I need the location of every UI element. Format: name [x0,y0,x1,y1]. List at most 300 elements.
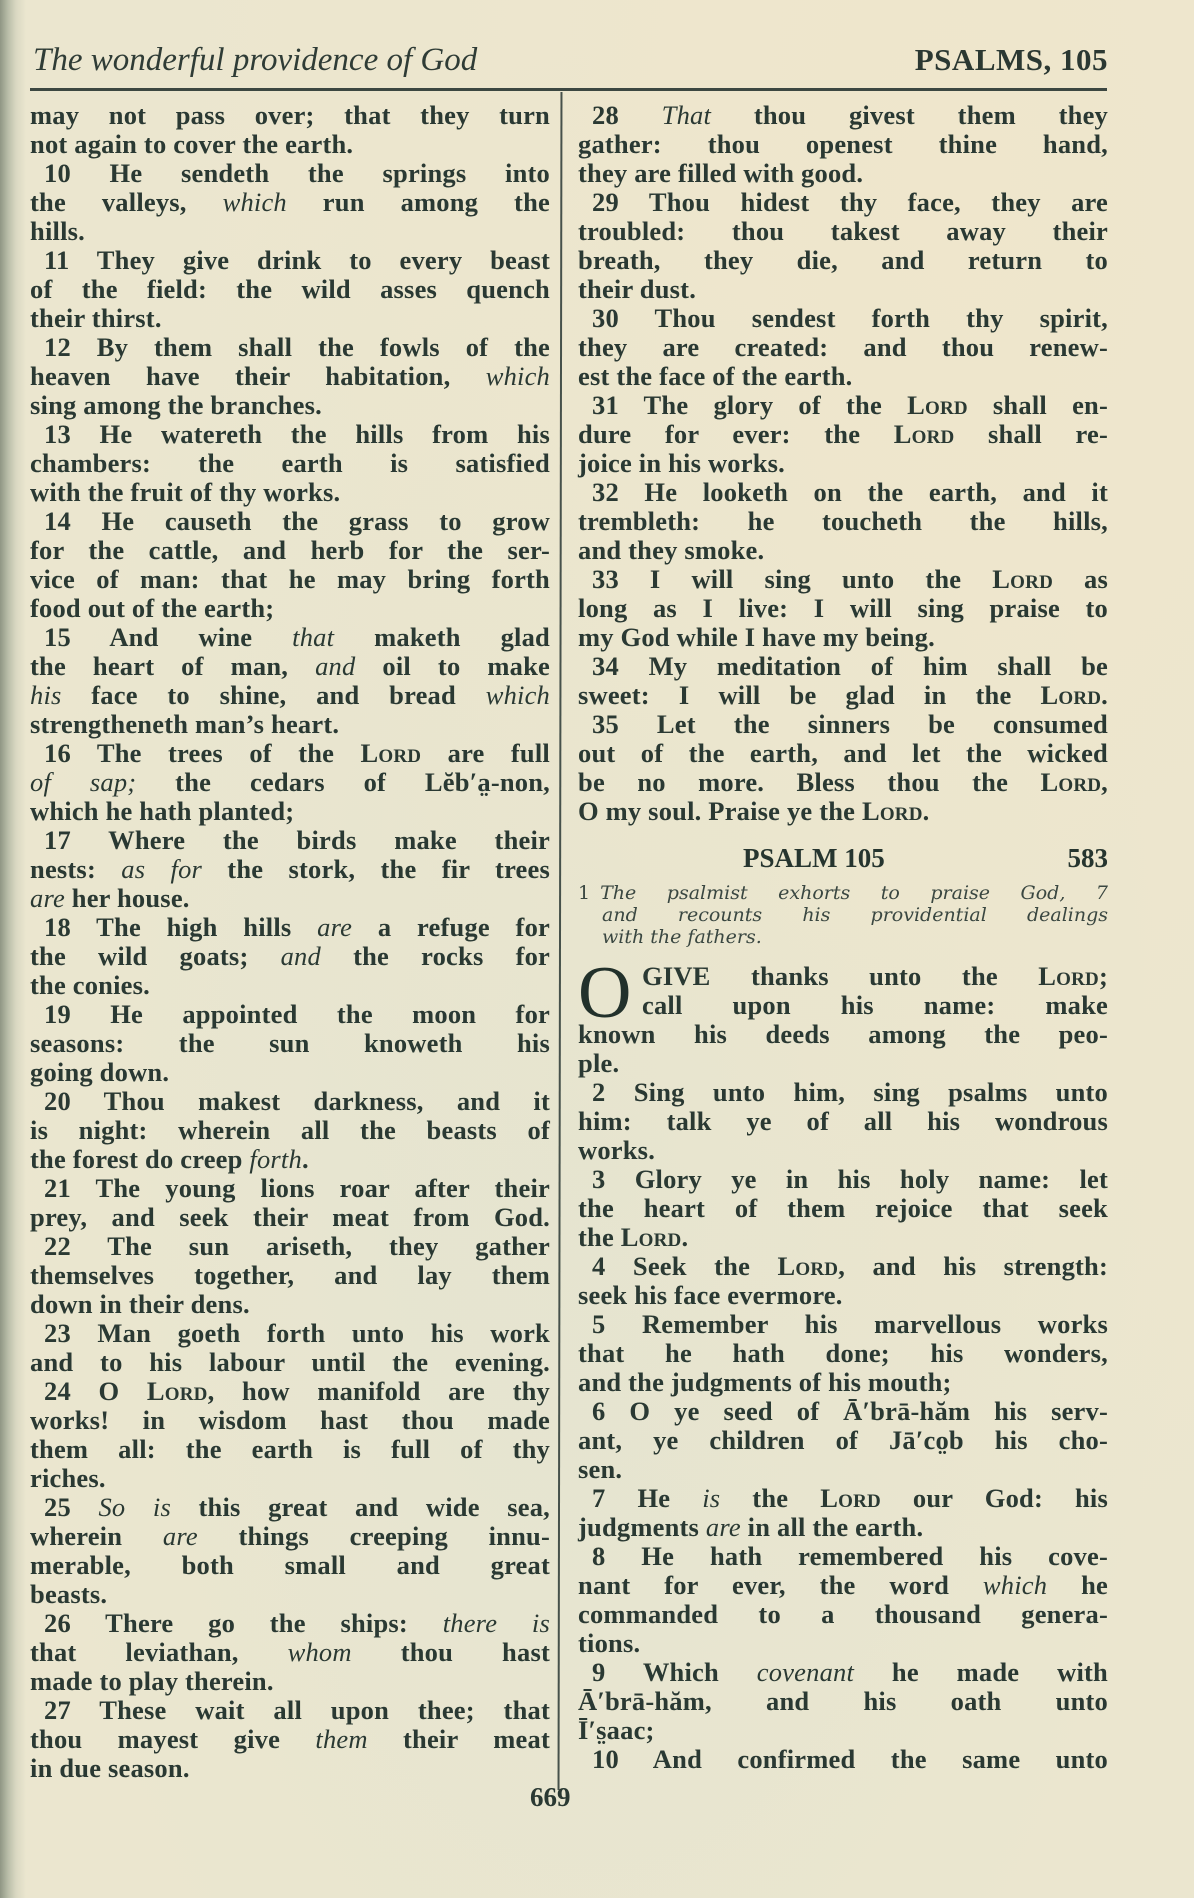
text-line [30,1348,550,1377]
text-run: their thirst. [30,303,162,333]
small-caps-text: Lord [1038,961,1099,991]
text-line [30,1493,550,1522]
text-run: 7 He [592,1483,703,1513]
text-run: ant, ye children of Jā′co̤b his cho- [578,1425,1108,1455]
text-run: 16 The trees of the [44,738,361,768]
text-line [578,1571,1108,1600]
small-caps-text: Lord [907,390,968,420]
text-run: their dust. [578,274,697,304]
text-line [30,1580,550,1609]
text-line [30,159,550,188]
text-line [578,1397,1108,1426]
text-run: and they smoke. [578,535,765,565]
text-line [578,1484,1108,1513]
text-line [30,420,550,449]
text-run: may not pass over; that they turn [30,100,550,130]
text-run: 22 The sun ariseth, they gather [44,1231,550,1261]
text-run: 12 By them shall the fowls of the [44,332,550,362]
text-run: wherein [30,1521,163,1551]
text-run: joice in his works. [578,448,785,478]
text-line [30,1667,550,1696]
text-line [578,1339,1108,1368]
text-line [30,1319,550,1348]
small-caps-text: Lord [620,1222,682,1252]
text-line [30,594,550,623]
text-run: 13 He watereth the hills from his [44,419,550,449]
text-line [578,1310,1108,1339]
text-line [30,362,550,391]
text-line [30,1464,550,1493]
text-run: this great and wide sea, [170,1492,550,1522]
text-line [30,449,550,478]
text-line [30,1696,550,1725]
text-run: 11 They give drink to every beast [44,245,550,275]
text-line [30,1522,550,1551]
text-line [578,1078,1108,1107]
text-run: their meat [367,1724,550,1754]
text-run: 5 Remember his marvellous works [592,1309,1108,1339]
right-column [578,101,1108,1774]
text-line [30,681,550,710]
text-run: . [1101,680,1108,710]
text-run: the forest do creep [30,1144,250,1174]
text-run: tions. [578,1628,641,1658]
running-head-right: PSALMS, 105 [914,42,1108,77]
text-run: 6 O ye seed of Ā′brā-hăm his serv- [592,1396,1108,1426]
text-run: beasts. [30,1579,108,1609]
text-run: . [681,1222,689,1252]
text-run: 35 Let the sinners be consumed [592,709,1108,739]
text-line [30,507,550,536]
italic-text: That [661,100,712,130]
text-line [30,1290,550,1319]
text-line [30,1174,550,1203]
text-line [578,710,1108,739]
text-run: 25 [44,1492,99,1522]
psalm-heading [578,838,1108,882]
text-line [578,797,1108,826]
text-line [30,855,550,884]
text-run: with the fruit of thy works. [30,477,341,507]
italic-text: which [485,680,550,710]
text-line [30,304,550,333]
text-line [578,1600,1108,1629]
text-run: seasons: the sun knoweth his [30,1028,550,1058]
text-run: the [720,1483,821,1513]
text-line [578,304,1108,333]
small-caps-text: Lord [146,1376,208,1406]
text-line [578,1107,1108,1136]
italic-text: is [702,1483,721,1513]
text-run: sing among the branches. [30,390,322,420]
text-line [30,1232,550,1261]
text-line [30,1725,550,1754]
psalm-summary [578,882,1108,948]
text-line [30,739,550,768]
header-rule [30,88,1107,91]
text-run: in all the earth. [740,1512,924,1542]
text-run: 33 I will sing unto the [592,564,993,594]
text-line [578,391,1108,420]
text-run: 34 My meditation of him shall be [592,651,1108,681]
text-line [578,623,1108,652]
text-line [30,1203,550,1232]
text-line [30,1261,550,1290]
text-run: , and his strength: [838,1251,1109,1281]
text-line [578,1165,1108,1194]
psalm-page-ref: 583 [1067,843,1108,873]
text-line [578,962,1108,991]
text-line [30,710,550,739]
text-run: the stork, the fir trees [202,854,550,884]
text-line [30,333,550,362]
summary-line: and recounts his providential dealings [602,904,1108,926]
text-run: themselves together, and lay them [30,1260,550,1290]
text-run: maketh glad [334,622,550,652]
text-run: 3 Glory ye in his holy name: let [592,1164,1108,1194]
text-line [578,449,1108,478]
italic-text: there is [442,1608,550,1638]
text-line [578,681,1108,710]
text-run: sweet: I will be glad in the [578,680,1041,710]
running-head-left: The wonderful providence of God [33,42,478,78]
text-line [578,362,1108,391]
psalm-title: PSALM 105 [743,843,885,873]
text-run: the cedars of Lĕb′a̤-non, [136,767,550,797]
text-line [30,1145,550,1174]
text-run: he made with [854,1657,1108,1687]
right-column-verses-top [578,101,1108,826]
text-run: the heart of them rejoice that seek [578,1193,1108,1223]
text-line [30,797,550,826]
text-run: 4 Seek the [592,1251,778,1281]
text-run: gather: thou openest thine hand, [578,129,1108,159]
text-line [578,1687,1108,1716]
small-caps-text: Lord [777,1251,839,1281]
text-line [578,1542,1108,1571]
text-run: are full [421,738,550,768]
text-run: for the cattle, and herb for the ser- [30,535,550,565]
text-run: works. [578,1135,656,1165]
text-run: GIVE thanks unto the [642,961,1039,991]
text-run: the rocks for [320,941,551,971]
text-line [578,188,1108,217]
text-line [30,246,550,275]
text-run: down in their dens. [30,1289,250,1319]
text-run: things creeping innu- [197,1521,551,1551]
text-run: works! in wisdom hast thou made [30,1405,550,1435]
text-line [30,1551,550,1580]
text-run: Ī′s̤aac; [578,1715,655,1745]
text-line [578,739,1108,768]
text-line [578,1252,1108,1281]
text-run: food out of the earth; [30,593,275,623]
text-run: vice of man: that he may bring forth [30,564,550,594]
text-line [578,768,1108,797]
text-run: as [1053,564,1108,594]
text-run: known his deeds among the peo- [578,1019,1108,1049]
text-run: prey, and seek their meat from God. [30,1202,550,1232]
text-line [578,159,1108,188]
small-caps-text: Lord [1040,680,1102,710]
summary-line: 1 The psalmist exhorts to praise God, 7 [578,882,1108,904]
text-line [30,275,550,304]
text-run: her house. [64,883,190,913]
text-line [578,1368,1108,1397]
text-line [578,1281,1108,1310]
text-run: our God: his [880,1483,1109,1513]
text-run: 19 He appointed the moon for [44,999,550,1029]
drop-cap: O [578,952,632,1034]
italic-text: are [162,1521,198,1551]
text-line [578,565,1108,594]
text-line [30,188,550,217]
text-run: my God while I have my being. [578,622,935,652]
text-run: call upon his name: make [642,990,1108,1020]
text-run: made to play therein. [30,1666,274,1696]
italic-text: of sap; [30,767,137,797]
text-run: 10 He sendeth the springs into [44,158,550,188]
text-run: in due season. [30,1753,190,1783]
italic-text: as for [121,854,203,884]
text-run: . [301,1144,309,1174]
right-column-verses-bottom [578,1020,1108,1774]
italic-text: whom [287,1637,352,1667]
summary-verse-ref: 1 [578,882,591,904]
text-run: the valleys, [30,187,223,217]
text-run: shall re- [954,419,1108,449]
text-run: 21 The young lions roar after their [44,1173,550,1203]
text-line [30,130,550,159]
text-line [30,884,550,913]
text-line [30,1609,550,1638]
text-run: 26 There go the ships: [44,1608,443,1638]
text-line [30,1638,550,1667]
text-line [578,1194,1108,1223]
text-line [578,1658,1108,1687]
text-line [30,971,550,1000]
text-line [578,478,1108,507]
text-line [578,991,1108,1020]
text-run: going down. [30,1057,170,1087]
text-run: 14 He causeth the grass to grow [44,506,550,536]
text-run: ; [1098,961,1108,991]
text-run: the [578,1222,621,1252]
text-line [578,130,1108,159]
text-run: out of the earth, and let the wicked [578,738,1108,768]
text-run: he [1047,1570,1108,1600]
text-line [578,101,1108,130]
text-run: oil to make [355,651,550,681]
text-run: and to his labour until the evening. [30,1347,550,1377]
italic-text: are [30,883,65,913]
text-line [578,1629,1108,1658]
text-run: est the face of the earth. [578,361,853,391]
text-line [578,1223,1108,1252]
small-caps-text: Lord [893,419,955,449]
text-run: the heart of man, [30,651,316,681]
text-line [578,333,1108,362]
text-line [578,1455,1108,1484]
column-divider [558,92,563,1790]
text-line [578,594,1108,623]
italic-text: and [315,651,356,681]
text-line [578,1136,1108,1165]
text-line [30,1087,550,1116]
text-run: 15 And wine [44,622,293,652]
italic-text: are [705,1512,741,1542]
page-number: 669 [530,1782,571,1812]
text-run: which he hath planted; [30,796,295,826]
text-line [578,652,1108,681]
italic-text: which [485,361,550,391]
text-run: thou mayest give [30,1724,316,1754]
text-line [30,391,550,420]
text-run: thou hast [351,1637,550,1667]
small-caps-text: Lord [992,564,1053,594]
text-run: not again to cover the earth. [30,129,354,159]
text-run: shall en- [967,390,1108,420]
text-run: they are filled with good. [578,158,864,188]
italic-text: forth [249,1144,302,1174]
text-run: strengtheneth man’s heart. [30,709,340,739]
text-line [578,1716,1108,1745]
text-line [578,507,1108,536]
text-run: run among the [286,187,550,217]
text-run: they are created: and thou renew- [578,332,1108,362]
text-run: the conies. [30,970,150,1000]
text-run: troubled: thou takest away their [578,216,1108,246]
text-line [30,1754,550,1783]
text-run: ple. [578,1048,620,1078]
text-line [30,1406,550,1435]
text-run: seek his face evermore. [578,1280,843,1310]
text-run: trembleth: he toucheth the hills, [578,506,1108,536]
text-run: hills. [30,216,85,246]
text-run: 28 [592,100,662,130]
text-run: Ā′brā-hăm, and his oath unto [578,1686,1108,1716]
text-run: and the judgments of his mouth; [578,1367,952,1397]
text-run: heaven have their habitation, [30,361,486,391]
text-line [578,1426,1108,1455]
text-run: dure for ever: the [578,419,894,449]
text-run: 29 Thou hidest thy face, they are [592,187,1108,217]
text-line [30,623,550,652]
text-line [30,652,550,681]
text-run: 23 Man goeth forth unto his work [44,1318,550,1348]
text-line [30,913,550,942]
text-run: . [922,796,930,826]
text-line [30,1058,550,1087]
text-run: them all: the earth is full of thy [30,1434,550,1464]
italic-text: them [315,1724,368,1754]
text-run: that he hath done; his wonders, [578,1338,1108,1368]
text-run: 10 And confirmed the same unto [592,1744,1108,1774]
small-caps-text: Lord [1040,767,1102,797]
small-caps-text: Lord [861,796,923,826]
text-run: commanded to a thousand genera- [578,1599,1108,1629]
italic-text: which [982,1570,1048,1600]
text-run: 9 Which [592,1657,757,1687]
text-run: 31 The glory of the [592,390,908,420]
text-run: chambers: the earth is satisfied [30,448,550,478]
text-run: him: talk ye of all his wondrous [578,1106,1108,1136]
text-run: 8 He hath remembered his cove- [592,1541,1108,1571]
text-run: 18 The high hills [44,912,318,942]
italic-text: his [30,680,62,710]
text-run: merable, both small and great [30,1550,550,1580]
text-run: riches. [30,1463,106,1493]
text-line [578,536,1108,565]
italic-text: are [317,912,353,942]
text-run: that leviathan, [30,1637,288,1667]
text-line [30,942,550,971]
text-line [578,217,1108,246]
text-line [30,1377,550,1406]
text-line [30,826,550,855]
text-line [578,1049,1108,1078]
text-line [578,1020,1108,1049]
text-run: long as I live: I will sing praise to [578,593,1108,623]
text-line [30,1000,550,1029]
text-run: be no more. Bless thou the [578,767,1041,797]
summary-line: with the fathers. [602,926,762,948]
italic-text: and [280,941,321,971]
text-run: is night: wherein all the beasts of [30,1115,550,1145]
italic-text: that [292,622,335,652]
text-run: face to shine, and bread [61,680,486,710]
text-run: 17 Where the birds make their [44,825,550,855]
text-line [578,246,1108,275]
text-line [578,275,1108,304]
text-run: , [1101,767,1108,797]
small-caps-text: Lord [360,738,422,768]
left-column [30,101,550,1783]
small-caps-text: Lord [820,1483,881,1513]
text-line [30,1029,550,1058]
text-line [578,420,1108,449]
text-run: 20 Thou makest darkness, and it [44,1086,550,1116]
text-run: 30 Thou sendest forth thy spirit, [592,303,1108,333]
text-line [30,1435,550,1464]
text-run: thou givest them they [711,100,1109,130]
text-line [30,1116,550,1145]
text-run: of the field: the wild asses quench [30,274,550,304]
text-run: nant for ever, the word [578,1570,983,1600]
text-run: a refuge for [352,912,550,942]
text-run: 32 He looketh on the earth, and it [592,477,1108,507]
italic-text: So is [98,1492,171,1522]
italic-text: covenant [756,1657,855,1687]
text-run: breath, they die, and return to [578,245,1108,275]
text-line [30,478,550,507]
text-run: 24 O [44,1376,147,1406]
text-run: nests: [30,854,122,884]
text-line [30,217,550,246]
text-line [578,1513,1108,1542]
text-run: O my soul. Praise ye the [578,796,862,826]
text-run: sen. [578,1454,623,1484]
text-line [30,536,550,565]
text-line [30,101,550,130]
text-run: the wild goats; [30,941,281,971]
text-run: , how manifold are thy [207,1376,550,1406]
text-run: 2 Sing unto him, sing psalms unto [592,1077,1108,1107]
text-line [30,565,550,594]
text-run: 27 These wait all upon thee; that [44,1695,550,1725]
text-run: judgments [578,1512,706,1542]
text-line [578,1745,1108,1774]
